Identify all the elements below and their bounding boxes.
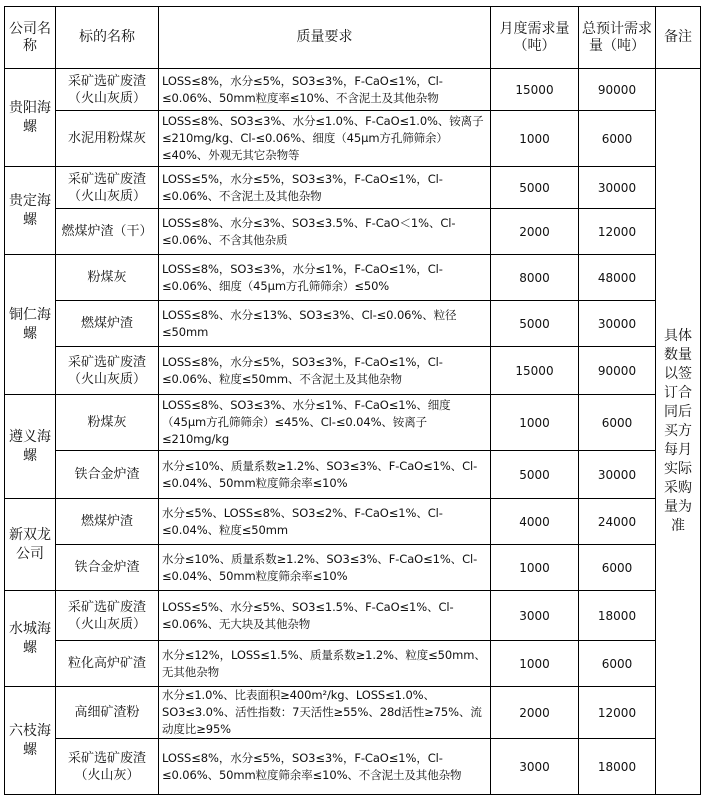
monthly-demand-cell: 15000 [491,347,579,395]
table-row [5,641,701,687]
company-cell: 遵义海螺 [5,395,56,499]
quality-cell: 水分≤10%、质量系数≥1.2%、SO3≤3%、F-CaO≤1%、Cl-≤0.04%、50mm粒度筛余率≤10% [159,451,491,499]
monthly-demand-cell: 4000 [491,499,579,545]
quality-cell: LOSS≤8%，水分≤5%，SO3≤3%，F-CaO≤1%，Cl-≤0.06%、50mm粒度筛余率≤10%、不含泥土及其他杂物 [159,739,491,795]
total-demand-cell: 18000 [579,591,656,641]
quality-cell: LOSS≤8%、水分≤3%、SO3≤3.5%、F-CaO＜1%、Cl-≤0.06%、不含其他杂质 [159,209,491,255]
material-cell: 采矿选矿废渣（火山灰） [56,739,159,795]
table-row [5,395,701,451]
total-demand-cell: 6000 [579,545,656,591]
total-demand-cell: 18000 [579,739,656,795]
quality-cell: 水分≤10%、质量系数≥1.2%、SO3≤3%、F-CaO≤1%、Cl-≤0.04%、50mm粒度筛余率≤10% [159,545,491,591]
monthly-demand-cell: 1000 [491,545,579,591]
quality-cell: LOSS≤8%，SO3≤3%，水分≤1%，F-CaO≤1%，Cl-≤0.06%、细度（45μm方孔筛筛余）≤50% [159,255,491,301]
monthly-demand-cell: 3000 [491,591,579,641]
material-cell: 采矿选矿废渣（火山灰质） [56,591,159,641]
total-demand-cell: 90000 [579,347,656,395]
total-demand-cell: 30000 [579,451,656,499]
table-row [5,301,701,347]
table-row [5,545,701,591]
material-cell: 水泥用粉煤灰 [56,111,159,167]
material-cell: 燃煤炉渣（干） [56,209,159,255]
quality-cell: LOSS≤8%，水分≤5%，SO3≤3%，F-CaO≤1%，Cl-≤0.06%、粒度≤50mm、不含泥土及其他杂物 [159,347,491,395]
material-cell: 采矿选矿废渣（火山灰质） [56,167,159,209]
quality-cell: LOSS≤8%、SO3≤3%、水分≤1%、F-CaO≤1%、细度（45μm方孔筛筛余）≤45%、Cl-≤0.04%、铵离子≤210mg/kg [159,395,491,451]
quality-cell: LOSS≤8%，水分≤5%，SO3≤3%，F-CaO≤1%，Cl-≤0.06%、50mm粒度率≤10%、不含泥土及其他杂物 [159,69,491,111]
monthly-demand-cell: 5000 [491,451,579,499]
table-row [5,209,701,255]
monthly-demand-cell: 2000 [491,209,579,255]
header-total-demand: 总预计需求量（吨） [579,7,656,69]
table-row [5,739,701,795]
company-cell: 六枝海螺 [5,687,56,795]
company-cell: 贵定海螺 [5,167,56,255]
table-row [5,687,701,739]
material-cell: 燃煤炉渣 [56,499,159,545]
header-company: 公司名称 [5,7,56,69]
quality-cell: LOSS≤5%、水分≤5%、SO3≤1.5%、F-CaO≤1%、Cl-≤0.06%、无大块及其他杂物 [159,591,491,641]
header-quality: 质量要求 [159,7,491,69]
table-row [5,499,701,545]
table-row [5,69,701,111]
header-monthly-demand: 月度需求量（吨） [491,7,579,69]
material-cell: 采矿选矿废渣（火山灰质） [56,69,159,111]
monthly-demand-cell: 1000 [491,395,579,451]
material-cell: 铁合金炉渣 [56,451,159,499]
monthly-demand-cell: 8000 [491,255,579,301]
requirements-sheet [4,6,701,795]
total-demand-cell: 6000 [579,111,656,167]
total-demand-cell: 6000 [579,395,656,451]
total-demand-cell: 6000 [579,641,656,687]
material-cell: 高细矿渣粉 [56,687,159,739]
table-row [5,347,701,395]
material-cell: 粉煤灰 [56,395,159,451]
quality-cell: 水分≤12%，LOSS≤1.5%、质量系数≥1.2%、粒度≤50mm、无其他杂物 [159,641,491,687]
requirements-table [4,6,701,795]
table-row [5,451,701,499]
company-cell: 贵阳海螺 [5,69,56,167]
monthly-demand-cell: 3000 [491,739,579,795]
total-demand-cell: 24000 [579,499,656,545]
table-row [5,255,701,301]
company-cell: 水城海螺 [5,591,56,687]
remark-cell: 具体数量以签订合同后买方每月实际采购量为准 [656,69,701,795]
monthly-demand-cell: 5000 [491,167,579,209]
monthly-demand-cell: 2000 [491,687,579,739]
material-cell: 燃煤炉渣 [56,301,159,347]
table-row [5,591,701,641]
quality-cell: LOSS≤5%，水分≤5%，SO3≤3%，F-CaO≤1%，Cl-≤0.06%、不含泥土及其他杂物 [159,167,491,209]
total-demand-cell: 90000 [579,69,656,111]
material-cell: 铁合金炉渣 [56,545,159,591]
header-row [5,7,701,69]
total-demand-cell: 12000 [579,209,656,255]
table-body [5,69,701,795]
table-row [5,111,701,167]
monthly-demand-cell: 15000 [491,69,579,111]
total-demand-cell: 48000 [579,255,656,301]
quality-cell: 水分≤1.0%、比表面积≥400m²/kg、LOSS≤1.0%、SO3≤3.0%、活性指数：7天活性≥55%、28d活性≥75%、流动度比≥95% [159,687,491,739]
total-demand-cell: 12000 [579,687,656,739]
material-cell: 粒化高炉矿渣 [56,641,159,687]
quality-cell: 水分≤5%、LOSS≤8%、SO3≤2%、F-CaO≤1%、Cl-≤0.04%、粒度≤50mm [159,499,491,545]
monthly-demand-cell: 1000 [491,111,579,167]
header-material: 标的名称 [56,7,159,69]
quality-cell: LOSS≤8%、SO3≤3%、水分≤1.0%、F-CaO≤1.0%、铵离子≤210mg/kg、Cl-≤0.06%、细度（45μm方孔筛筛余）≤40%、外观无其它杂物等 [159,111,491,167]
material-cell: 粉煤灰 [56,255,159,301]
table-row [5,167,701,209]
company-cell: 铜仁海螺 [5,255,56,395]
total-demand-cell: 30000 [579,167,656,209]
monthly-demand-cell: 1000 [491,641,579,687]
monthly-demand-cell: 5000 [491,301,579,347]
quality-cell: LOSS≤8%、水分≤13%、SO3≤3%、Cl-≤0.06%、粒径≤50mm [159,301,491,347]
material-cell: 采矿选矿废渣（火山灰质） [56,347,159,395]
header-remark: 备注 [656,7,701,69]
total-demand-cell: 30000 [579,301,656,347]
company-cell: 新双龙公司 [5,499,56,591]
